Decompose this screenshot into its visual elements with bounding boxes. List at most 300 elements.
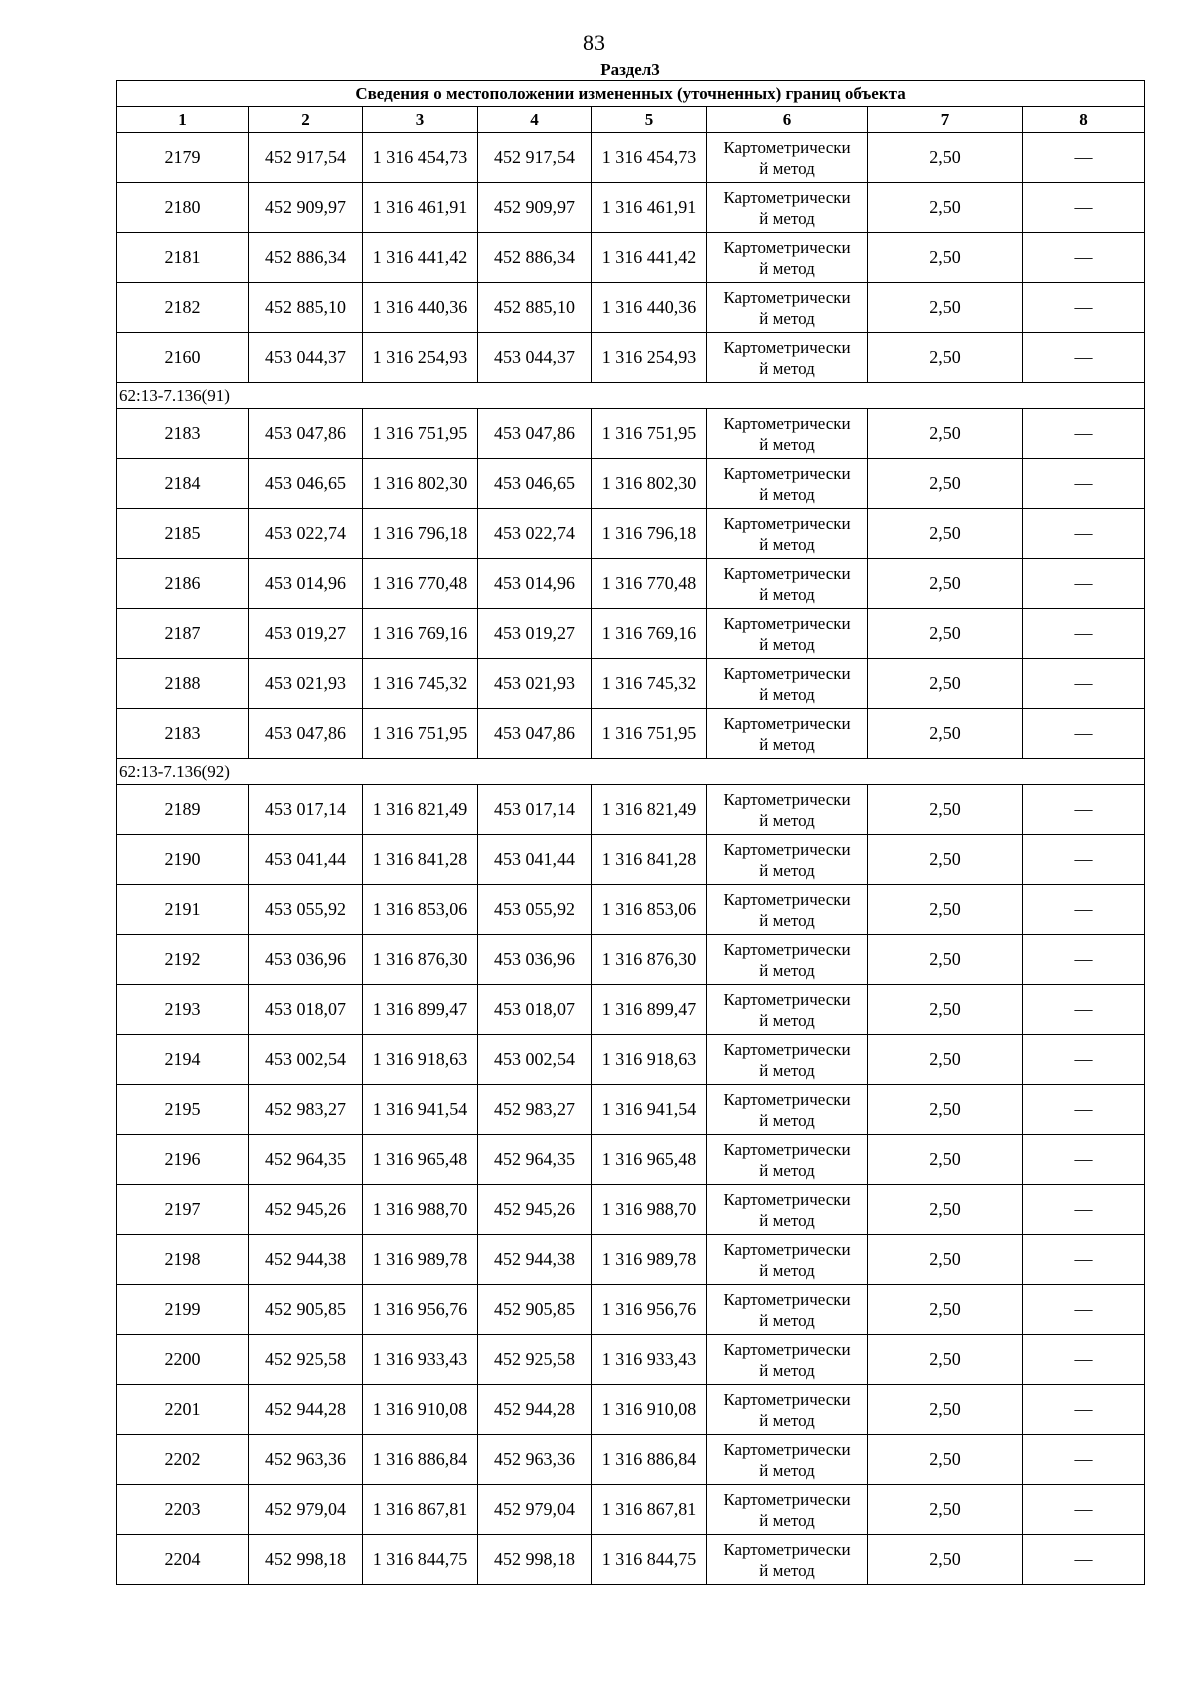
accuracy-cell: 2,50 bbox=[868, 1285, 1023, 1335]
table-row bbox=[117, 283, 1145, 333]
table-row bbox=[117, 885, 1145, 935]
y-refined-cell: 1 316 770,48 bbox=[592, 559, 707, 609]
method-cell bbox=[707, 885, 868, 935]
y-refined-cell: 1 316 796,18 bbox=[592, 509, 707, 559]
method-line: й метод bbox=[759, 158, 815, 178]
method-cell bbox=[707, 785, 868, 835]
column-number: 6 bbox=[707, 107, 868, 133]
method-line: Картометрически bbox=[723, 187, 851, 207]
page-number: 83 bbox=[583, 30, 605, 55]
x-refined-cell: 453 002,54 bbox=[478, 1035, 592, 1085]
table-row bbox=[117, 1385, 1145, 1435]
x-existing-cell: 452 917,54 bbox=[249, 133, 363, 183]
note-cell: — bbox=[1023, 1235, 1145, 1285]
x-refined-cell: 453 044,37 bbox=[478, 333, 592, 383]
y-existing-cell: 1 316 441,42 bbox=[363, 233, 478, 283]
method-line: й метод bbox=[759, 1460, 815, 1480]
accuracy-cell: 2,50 bbox=[868, 333, 1023, 383]
y-existing-cell: 1 316 941,54 bbox=[363, 1085, 478, 1135]
method-line: й метод bbox=[759, 584, 815, 604]
note-cell: — bbox=[1023, 183, 1145, 233]
method-cell bbox=[707, 1135, 868, 1185]
y-refined-cell: 1 316 918,63 bbox=[592, 1035, 707, 1085]
table-row bbox=[117, 509, 1145, 559]
accuracy-cell: 2,50 bbox=[868, 659, 1023, 709]
method-line: Картометрически bbox=[723, 989, 851, 1009]
note-cell: — bbox=[1023, 1435, 1145, 1485]
x-existing-cell: 452 964,35 bbox=[249, 1135, 363, 1185]
method-line: Картометрически bbox=[723, 1089, 851, 1109]
method-line: Картометрически bbox=[723, 513, 851, 533]
accuracy-cell: 2,50 bbox=[868, 709, 1023, 759]
accuracy-cell: 2,50 bbox=[868, 283, 1023, 333]
method-line: й метод bbox=[759, 684, 815, 704]
method-line: й метод bbox=[759, 960, 815, 980]
x-existing-cell: 453 002,54 bbox=[249, 1035, 363, 1085]
column-number: 7 bbox=[868, 107, 1023, 133]
x-refined-cell: 452 964,35 bbox=[478, 1135, 592, 1185]
x-refined-cell: 452 963,36 bbox=[478, 1435, 592, 1485]
x-refined-cell: 452 886,34 bbox=[478, 233, 592, 283]
y-existing-cell: 1 316 821,49 bbox=[363, 785, 478, 835]
accuracy-cell: 2,50 bbox=[868, 233, 1023, 283]
accuracy-cell: 2,50 bbox=[868, 559, 1023, 609]
x-refined-cell: 453 036,96 bbox=[478, 935, 592, 985]
x-existing-cell: 452 885,10 bbox=[249, 283, 363, 333]
point-number-cell: 2160 bbox=[117, 333, 249, 383]
column-number: 3 bbox=[363, 107, 478, 133]
accuracy-cell: 2,50 bbox=[868, 1485, 1023, 1535]
y-refined-cell: 1 316 941,54 bbox=[592, 1085, 707, 1135]
method-line: Картометрически bbox=[723, 713, 851, 733]
note-cell: — bbox=[1023, 509, 1145, 559]
point-number-cell: 2195 bbox=[117, 1085, 249, 1135]
method-line: й метод bbox=[759, 910, 815, 930]
table-row bbox=[117, 1485, 1145, 1535]
group-label: 62:13-7.136(91) bbox=[117, 383, 1145, 409]
point-number-cell: 2203 bbox=[117, 1485, 249, 1535]
method-cell bbox=[707, 1285, 868, 1335]
y-refined-cell: 1 316 988,70 bbox=[592, 1185, 707, 1235]
x-existing-cell: 452 905,85 bbox=[249, 1285, 363, 1335]
method-cell bbox=[707, 459, 868, 509]
method-cell bbox=[707, 333, 868, 383]
method-line: Картометрически bbox=[723, 1039, 851, 1059]
method-line: й метод bbox=[759, 1210, 815, 1230]
table-row bbox=[117, 409, 1145, 459]
x-existing-cell: 453 044,37 bbox=[249, 333, 363, 383]
accuracy-cell: 2,50 bbox=[868, 609, 1023, 659]
method-line: Картометрически bbox=[723, 613, 851, 633]
y-refined-cell: 1 316 441,42 bbox=[592, 233, 707, 283]
group-label: 62:13-7.136(92) bbox=[117, 759, 1145, 785]
x-refined-cell: 452 945,26 bbox=[478, 1185, 592, 1235]
method-line: Картометрически bbox=[723, 789, 851, 809]
y-existing-cell: 1 316 918,63 bbox=[363, 1035, 478, 1085]
y-refined-cell: 1 316 751,95 bbox=[592, 709, 707, 759]
note-cell: — bbox=[1023, 1135, 1145, 1185]
note-cell: — bbox=[1023, 1335, 1145, 1385]
y-refined-cell: 1 316 821,49 bbox=[592, 785, 707, 835]
method-cell bbox=[707, 1035, 868, 1085]
method-cell bbox=[707, 1185, 868, 1235]
method-line: Картометрически bbox=[723, 463, 851, 483]
point-number-cell: 2188 bbox=[117, 659, 249, 709]
x-existing-cell: 453 047,86 bbox=[249, 409, 363, 459]
y-existing-cell: 1 316 802,30 bbox=[363, 459, 478, 509]
x-existing-cell: 453 036,96 bbox=[249, 935, 363, 985]
x-existing-cell: 453 046,65 bbox=[249, 459, 363, 509]
accuracy-cell: 2,50 bbox=[868, 1085, 1023, 1135]
x-existing-cell: 453 018,07 bbox=[249, 985, 363, 1035]
note-cell: — bbox=[1023, 885, 1145, 935]
x-existing-cell: 452 998,18 bbox=[249, 1535, 363, 1585]
section-title: Раздел3 bbox=[600, 60, 660, 79]
accuracy-cell: 2,50 bbox=[868, 509, 1023, 559]
x-existing-cell: 453 041,44 bbox=[249, 835, 363, 885]
coordinates-table bbox=[116, 80, 1145, 1585]
x-refined-cell: 452 998,18 bbox=[478, 1535, 592, 1585]
accuracy-cell: 2,50 bbox=[868, 1235, 1023, 1285]
note-cell: — bbox=[1023, 233, 1145, 283]
method-cell bbox=[707, 133, 868, 183]
method-cell bbox=[707, 1335, 868, 1385]
x-refined-cell: 453 047,86 bbox=[478, 709, 592, 759]
table-row bbox=[117, 1435, 1145, 1485]
y-existing-cell: 1 316 751,95 bbox=[363, 409, 478, 459]
table-row bbox=[117, 133, 1145, 183]
method-line: Картометрически bbox=[723, 1189, 851, 1209]
note-cell: — bbox=[1023, 709, 1145, 759]
accuracy-cell: 2,50 bbox=[868, 133, 1023, 183]
x-refined-cell: 453 017,14 bbox=[478, 785, 592, 835]
note-cell: — bbox=[1023, 1085, 1145, 1135]
point-number-cell: 2198 bbox=[117, 1235, 249, 1285]
method-line: й метод bbox=[759, 484, 815, 504]
method-line: Картометрически bbox=[723, 839, 851, 859]
method-cell bbox=[707, 935, 868, 985]
table-row bbox=[117, 785, 1145, 835]
table-row bbox=[117, 333, 1145, 383]
method-line: й метод bbox=[759, 1560, 815, 1580]
accuracy-cell: 2,50 bbox=[868, 409, 1023, 459]
point-number-cell: 2202 bbox=[117, 1435, 249, 1485]
x-existing-cell: 453 021,93 bbox=[249, 659, 363, 709]
accuracy-cell: 2,50 bbox=[868, 885, 1023, 935]
column-number: 5 bbox=[592, 107, 707, 133]
accuracy-cell: 2,50 bbox=[868, 985, 1023, 1035]
table-caption: Сведения о местоположении измененных (уточненных) границ объекта bbox=[117, 81, 1145, 107]
method-cell bbox=[707, 1485, 868, 1535]
method-line: Картометрически bbox=[723, 889, 851, 909]
method-line: Картометрически bbox=[723, 1539, 851, 1559]
method-line: Картометрически bbox=[723, 413, 851, 433]
method-line: й метод bbox=[759, 1360, 815, 1380]
y-existing-cell: 1 316 770,48 bbox=[363, 559, 478, 609]
point-number-cell: 2193 bbox=[117, 985, 249, 1035]
x-refined-cell: 452 983,27 bbox=[478, 1085, 592, 1135]
note-cell: — bbox=[1023, 935, 1145, 985]
y-existing-cell: 1 316 933,43 bbox=[363, 1335, 478, 1385]
point-number-cell: 2196 bbox=[117, 1135, 249, 1185]
method-line: Картометрически bbox=[723, 663, 851, 683]
y-existing-cell: 1 316 989,78 bbox=[363, 1235, 478, 1285]
table-row bbox=[117, 659, 1145, 709]
x-refined-cell: 453 019,27 bbox=[478, 609, 592, 659]
y-existing-cell: 1 316 254,93 bbox=[363, 333, 478, 383]
point-number-cell: 2184 bbox=[117, 459, 249, 509]
y-refined-cell: 1 316 844,75 bbox=[592, 1535, 707, 1585]
note-cell: — bbox=[1023, 785, 1145, 835]
method-line: Картометрически bbox=[723, 939, 851, 959]
x-refined-cell: 453 055,92 bbox=[478, 885, 592, 935]
table-row bbox=[117, 609, 1145, 659]
method-line: й метод bbox=[759, 1260, 815, 1280]
table-row bbox=[117, 985, 1145, 1035]
accuracy-cell: 2,50 bbox=[868, 1385, 1023, 1435]
y-refined-cell: 1 316 899,47 bbox=[592, 985, 707, 1035]
column-number: 8 bbox=[1023, 107, 1145, 133]
y-existing-cell: 1 316 841,28 bbox=[363, 835, 478, 885]
method-cell bbox=[707, 1385, 868, 1435]
method-line: й метод bbox=[759, 634, 815, 654]
point-number-cell: 2197 bbox=[117, 1185, 249, 1235]
method-line: й метод bbox=[759, 1160, 815, 1180]
accuracy-cell: 2,50 bbox=[868, 785, 1023, 835]
accuracy-cell: 2,50 bbox=[868, 1035, 1023, 1085]
method-cell bbox=[707, 709, 868, 759]
method-line: Картометрически bbox=[723, 237, 851, 257]
table-row bbox=[117, 1535, 1145, 1585]
table-row bbox=[117, 1335, 1145, 1385]
y-refined-cell: 1 316 461,91 bbox=[592, 183, 707, 233]
note-cell: — bbox=[1023, 283, 1145, 333]
table-row bbox=[117, 935, 1145, 985]
point-number-cell: 2204 bbox=[117, 1535, 249, 1585]
point-number-cell: 2183 bbox=[117, 709, 249, 759]
table-row bbox=[117, 1035, 1145, 1085]
method-line: Картометрически bbox=[723, 563, 851, 583]
x-existing-cell: 452 963,36 bbox=[249, 1435, 363, 1485]
y-existing-cell: 1 316 956,76 bbox=[363, 1285, 478, 1335]
x-refined-cell: 453 014,96 bbox=[478, 559, 592, 609]
x-existing-cell: 453 022,74 bbox=[249, 509, 363, 559]
method-cell bbox=[707, 183, 868, 233]
x-refined-cell: 453 047,86 bbox=[478, 409, 592, 459]
method-cell bbox=[707, 233, 868, 283]
point-number-cell: 2181 bbox=[117, 233, 249, 283]
x-existing-cell: 452 983,27 bbox=[249, 1085, 363, 1135]
y-existing-cell: 1 316 988,70 bbox=[363, 1185, 478, 1235]
accuracy-cell: 2,50 bbox=[868, 835, 1023, 885]
point-number-cell: 2200 bbox=[117, 1335, 249, 1385]
table-row bbox=[117, 183, 1145, 233]
table-row bbox=[117, 559, 1145, 609]
x-existing-cell: 452 945,26 bbox=[249, 1185, 363, 1235]
point-number-cell: 2194 bbox=[117, 1035, 249, 1085]
accuracy-cell: 2,50 bbox=[868, 1335, 1023, 1385]
point-number-cell: 2189 bbox=[117, 785, 249, 835]
point-number-cell: 2192 bbox=[117, 935, 249, 985]
y-refined-cell: 1 316 745,32 bbox=[592, 659, 707, 709]
table-body bbox=[117, 133, 1145, 1585]
point-number-cell: 2201 bbox=[117, 1385, 249, 1435]
method-line: й метод bbox=[759, 258, 815, 278]
note-cell: — bbox=[1023, 1535, 1145, 1585]
note-cell: — bbox=[1023, 1285, 1145, 1335]
note-cell: — bbox=[1023, 333, 1145, 383]
accuracy-cell: 2,50 bbox=[868, 935, 1023, 985]
method-line: й метод bbox=[759, 1110, 815, 1130]
method-cell bbox=[707, 1235, 868, 1285]
point-number-cell: 2186 bbox=[117, 559, 249, 609]
x-refined-cell: 453 041,44 bbox=[478, 835, 592, 885]
method-cell bbox=[707, 1435, 868, 1485]
note-cell: — bbox=[1023, 133, 1145, 183]
x-existing-cell: 453 014,96 bbox=[249, 559, 363, 609]
x-existing-cell: 452 909,97 bbox=[249, 183, 363, 233]
method-line: й метод bbox=[759, 208, 815, 228]
x-existing-cell: 452 979,04 bbox=[249, 1485, 363, 1535]
y-existing-cell: 1 316 751,95 bbox=[363, 709, 478, 759]
x-existing-cell: 452 944,28 bbox=[249, 1385, 363, 1435]
table-row bbox=[117, 709, 1145, 759]
y-refined-cell: 1 316 956,76 bbox=[592, 1285, 707, 1335]
method-line: Картометрически bbox=[723, 1389, 851, 1409]
group-header-row bbox=[117, 759, 1145, 785]
y-refined-cell: 1 316 910,08 bbox=[592, 1385, 707, 1435]
method-line: й метод bbox=[759, 1310, 815, 1330]
x-refined-cell: 453 018,07 bbox=[478, 985, 592, 1035]
method-line: й метод bbox=[759, 1510, 815, 1530]
point-number-cell: 2185 bbox=[117, 509, 249, 559]
table-row bbox=[117, 1085, 1145, 1135]
table-row bbox=[117, 459, 1145, 509]
y-refined-cell: 1 316 802,30 bbox=[592, 459, 707, 509]
method-line: й метод bbox=[759, 1010, 815, 1030]
note-cell: — bbox=[1023, 459, 1145, 509]
y-existing-cell: 1 316 965,48 bbox=[363, 1135, 478, 1185]
x-refined-cell: 452 925,58 bbox=[478, 1335, 592, 1385]
method-line: Картометрически bbox=[723, 1239, 851, 1259]
method-cell bbox=[707, 509, 868, 559]
note-cell: — bbox=[1023, 1485, 1145, 1535]
method-line: Картометрически bbox=[723, 1139, 851, 1159]
method-line: й метод bbox=[759, 358, 815, 378]
method-cell bbox=[707, 559, 868, 609]
table-row bbox=[117, 233, 1145, 283]
y-existing-cell: 1 316 853,06 bbox=[363, 885, 478, 935]
x-refined-cell: 453 022,74 bbox=[478, 509, 592, 559]
method-cell bbox=[707, 1535, 868, 1585]
x-refined-cell: 453 021,93 bbox=[478, 659, 592, 709]
x-existing-cell: 453 019,27 bbox=[249, 609, 363, 659]
y-existing-cell: 1 316 769,16 bbox=[363, 609, 478, 659]
point-number-cell: 2183 bbox=[117, 409, 249, 459]
method-line: Картометрически bbox=[723, 287, 851, 307]
y-refined-cell: 1 316 867,81 bbox=[592, 1485, 707, 1535]
method-line: й метод bbox=[759, 1410, 815, 1430]
method-line: й метод bbox=[759, 734, 815, 754]
method-cell bbox=[707, 985, 868, 1035]
y-existing-cell: 1 316 899,47 bbox=[363, 985, 478, 1035]
y-existing-cell: 1 316 867,81 bbox=[363, 1485, 478, 1535]
point-number-cell: 2199 bbox=[117, 1285, 249, 1335]
y-existing-cell: 1 316 440,36 bbox=[363, 283, 478, 333]
table-row bbox=[117, 1185, 1145, 1235]
point-number-cell: 2180 bbox=[117, 183, 249, 233]
table-row bbox=[117, 835, 1145, 885]
method-line: й метод bbox=[759, 860, 815, 880]
method-line: Картометрически bbox=[723, 1439, 851, 1459]
point-number-cell: 2182 bbox=[117, 283, 249, 333]
method-cell bbox=[707, 1085, 868, 1135]
table-row bbox=[117, 1135, 1145, 1185]
y-existing-cell: 1 316 844,75 bbox=[363, 1535, 478, 1585]
y-refined-cell: 1 316 886,84 bbox=[592, 1435, 707, 1485]
method-cell bbox=[707, 835, 868, 885]
y-refined-cell: 1 316 841,28 bbox=[592, 835, 707, 885]
method-line: Картометрически bbox=[723, 1339, 851, 1359]
x-existing-cell: 453 047,86 bbox=[249, 709, 363, 759]
table-row bbox=[117, 1285, 1145, 1335]
y-refined-cell: 1 316 440,36 bbox=[592, 283, 707, 333]
column-number: 2 bbox=[249, 107, 363, 133]
y-existing-cell: 1 316 454,73 bbox=[363, 133, 478, 183]
x-existing-cell: 452 944,38 bbox=[249, 1235, 363, 1285]
accuracy-cell: 2,50 bbox=[868, 183, 1023, 233]
y-refined-cell: 1 316 769,16 bbox=[592, 609, 707, 659]
method-line: Картометрически bbox=[723, 1489, 851, 1509]
x-refined-cell: 452 917,54 bbox=[478, 133, 592, 183]
note-cell: — bbox=[1023, 1035, 1145, 1085]
group-header-row bbox=[117, 383, 1145, 409]
method-line: й метод bbox=[759, 1060, 815, 1080]
note-cell: — bbox=[1023, 409, 1145, 459]
x-existing-cell: 452 925,58 bbox=[249, 1335, 363, 1385]
method-line: й метод bbox=[759, 534, 815, 554]
method-line: Картометрически bbox=[723, 137, 851, 157]
x-refined-cell: 452 909,97 bbox=[478, 183, 592, 233]
method-cell bbox=[707, 283, 868, 333]
y-existing-cell: 1 316 910,08 bbox=[363, 1385, 478, 1435]
y-existing-cell: 1 316 876,30 bbox=[363, 935, 478, 985]
x-existing-cell: 453 017,14 bbox=[249, 785, 363, 835]
x-existing-cell: 452 886,34 bbox=[249, 233, 363, 283]
x-refined-cell: 452 885,10 bbox=[478, 283, 592, 333]
accuracy-cell: 2,50 bbox=[868, 459, 1023, 509]
x-refined-cell: 452 944,28 bbox=[478, 1385, 592, 1435]
method-line: Картометрически bbox=[723, 337, 851, 357]
accuracy-cell: 2,50 bbox=[868, 1135, 1023, 1185]
column-number: 4 bbox=[478, 107, 592, 133]
note-cell: — bbox=[1023, 985, 1145, 1035]
method-line: й метод bbox=[759, 308, 815, 328]
y-refined-cell: 1 316 989,78 bbox=[592, 1235, 707, 1285]
note-cell: — bbox=[1023, 659, 1145, 709]
table-row bbox=[117, 1235, 1145, 1285]
note-cell: — bbox=[1023, 835, 1145, 885]
note-cell: — bbox=[1023, 1185, 1145, 1235]
method-line: й метод bbox=[759, 434, 815, 454]
accuracy-cell: 2,50 bbox=[868, 1435, 1023, 1485]
column-number-row bbox=[117, 107, 1145, 133]
note-cell: — bbox=[1023, 1385, 1145, 1435]
y-refined-cell: 1 316 454,73 bbox=[592, 133, 707, 183]
x-refined-cell: 452 905,85 bbox=[478, 1285, 592, 1335]
y-refined-cell: 1 316 876,30 bbox=[592, 935, 707, 985]
method-line: й метод bbox=[759, 810, 815, 830]
